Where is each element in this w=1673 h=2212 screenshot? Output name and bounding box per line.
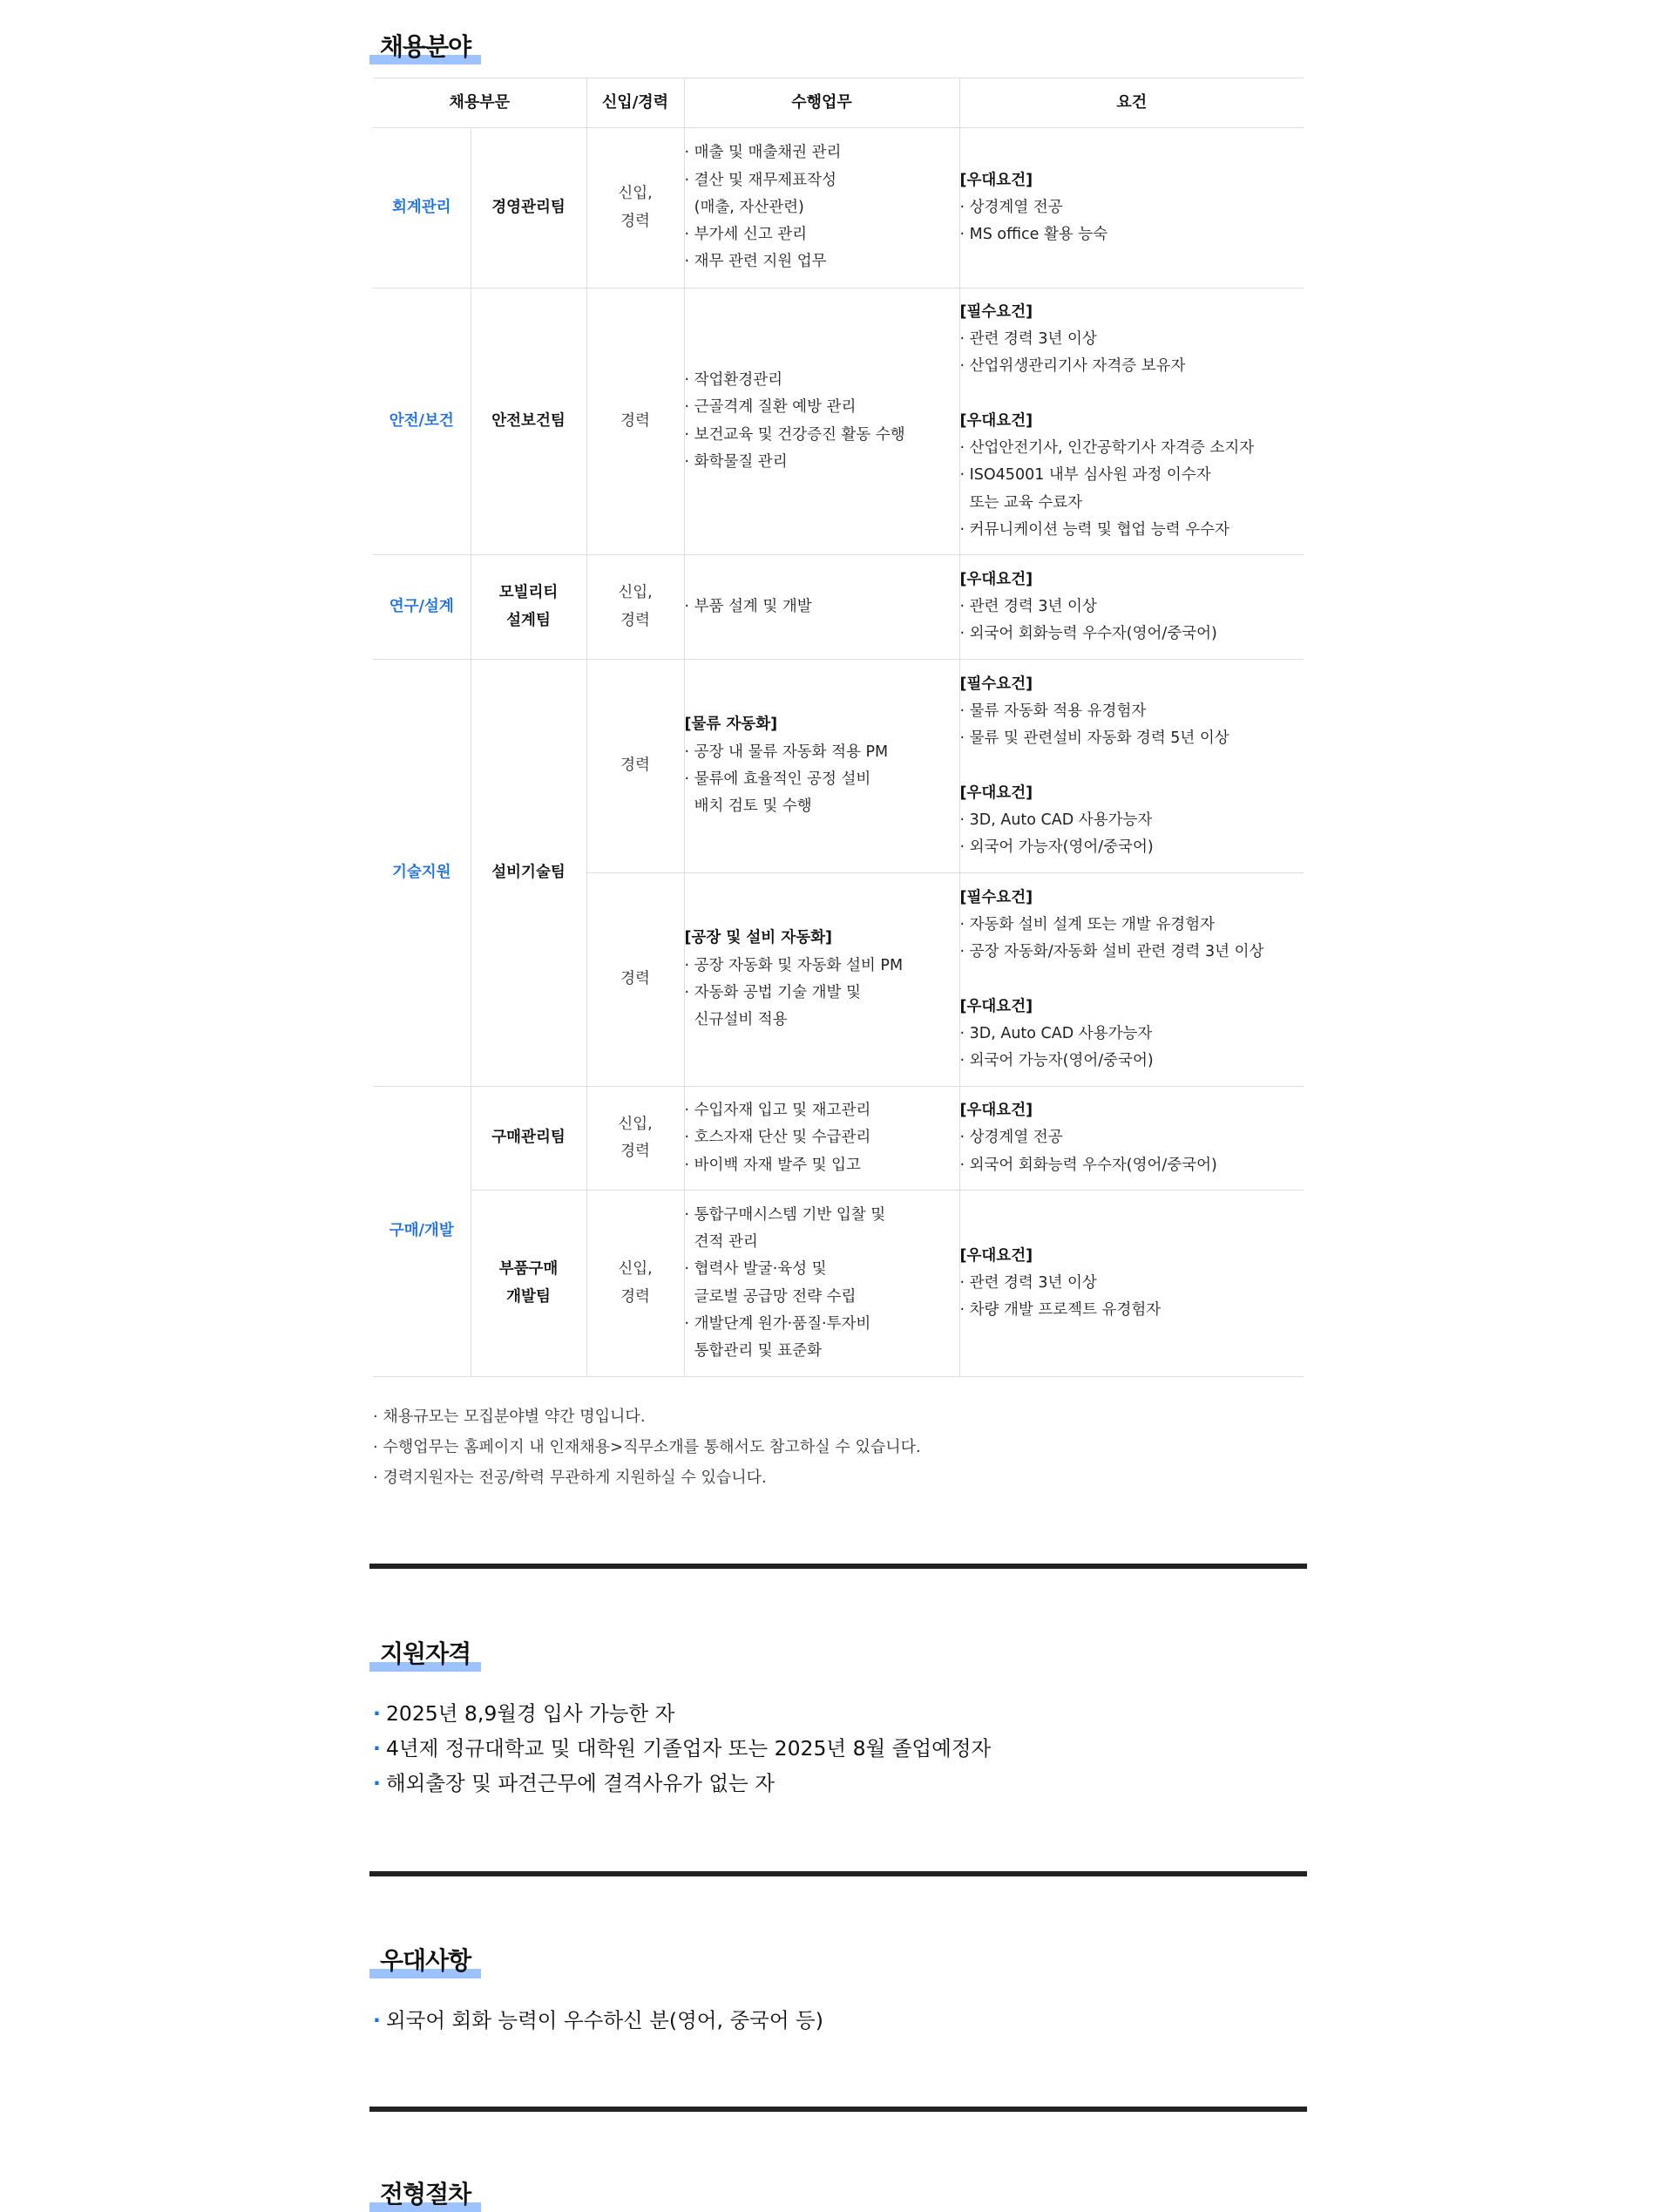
recruitment-table [373,78,1304,1377]
division-cell: 회계관리 [373,128,471,288]
task-cell: · 부품 설계 및 개발 [684,555,959,660]
list-item: · 2025년 8,9월경 입사 가능한 자 [373,1701,675,1726]
requirement-cell: [필수요건] · 자동화 설비 설계 또는 개발 유경험자 · 공장 자동화/자동화 설비 관련 경력 3년 이상 [우대요건] · 3D, Auto CAD 사용가능자 · 외국어 가능자(영어/중국어) [959,873,1304,1087]
note-item: · 경력지원자는 전공/학력 무관하게 지원하실 수 있습니다. [373,1469,767,1487]
team-cell: 구매관리팀 [471,1087,586,1191]
division-cell: 연구/설계 [373,555,471,660]
note-item: · 채용규모는 모집분야별 약간 명입니다. [373,1408,646,1426]
table-row [373,660,1304,873]
table-row [373,555,1304,660]
team-cell: 설비기술팀 [471,660,586,1087]
requirement-cell: [필수요건] · 물류 자동화 적용 유경험자 · 물류 및 관련설비 자동화 경력 5년 이상 [우대요건] · 3D, Auto CAD 사용가능자 · 외국어 가능자(영어/중국어) [959,660,1304,873]
division-cell: 안전/보건 [373,288,471,555]
type-cell: 경력 [586,873,684,1087]
team-cell: 경영관리팀 [471,128,586,288]
requirement-cell: [우대요건] · 관련 경력 3년 이상 · 외국어 회화능력 우수자(영어/중국어) [959,555,1304,660]
qualification-list [373,1696,991,1801]
header-type: 신입/경력 [586,78,684,128]
team-cell: 안전보건팀 [471,288,586,555]
header-tasks: 수행업무 [684,78,959,128]
table-header-row [373,78,1304,128]
type-cell: 경력 [586,288,684,555]
task-cell: · 수입자재 입고 및 재고관리 · 호스자재 단산 및 수급관리 · 바이백 자재 발주 및 입고 [684,1087,959,1191]
requirement-cell: [우대요건] · 상경계열 전공 · 외국어 회화능력 우수자(영어/중국어) [959,1087,1304,1191]
notes-list [373,1401,921,1493]
list-item: · 외국어 회화 능력이 우수하신 분(영어, 중국어 등) [373,2008,823,2032]
type-cell: 경력 [586,660,684,873]
preference-list [373,2003,823,2038]
note-item: · 수행업무는 홈페이지 내 인재채용>직무소개를 통해서도 참고하실 수 있습니다. [373,1438,921,1456]
type-cell: 신입, 경력 [586,555,684,660]
type-cell: 신입, 경력 [586,1087,684,1191]
section-divider [369,1564,1307,1569]
requirement-cell: [우대요건] · 상경계열 전공 · MS office 활용 능숙 [959,128,1304,288]
division-cell: 기술지원 [373,660,471,1087]
team-cell: 모빌리티 설계팀 [471,555,586,660]
section-divider [369,2107,1307,2112]
table-row [373,1087,1304,1191]
type-cell: 신입, 경력 [586,1191,684,1377]
type-cell: 신입, 경력 [586,128,684,288]
task-cell: [공장 및 설비 자동화] · 공장 자동화 및 자동화 설비 PM · 자동화 공법 기술 개발 및 신규설비 적용 [684,873,959,1087]
list-item: · 해외출장 및 파견근무에 결격사유가 없는 자 [373,1771,775,1795]
task-cell: · 매출 및 매출채권 관리 · 결산 및 재무제표작성 (매출, 자산관련) · 부가세 신고 관리 · 재무 관련 지원 업무 [684,128,959,288]
team-cell: 부품구매 개발팀 [471,1191,586,1377]
requirement-cell: [우대요건] · 관련 경력 3년 이상 · 차량 개발 프로젝트 유경험자 [959,1191,1304,1377]
qualification-section-title: 지원자격 [369,1637,481,1672]
task-cell: · 통합구매시스템 기반 입찰 및 견적 관리 · 협력사 발굴·육성 및 글로벌 공급망 전략 수립 · 개발단계 원가·품질·투자비 통합관리 및 표준화 [684,1191,959,1377]
fields-section-title: 채용분야 [369,30,481,64]
header-requirements: 요건 [959,78,1304,128]
division-cell: 구매/개발 [373,1087,471,1377]
section-divider [369,1871,1307,1876]
list-item: · 4년제 정규대학교 및 대학원 기졸업자 또는 2025년 8월 졸업예정자 [373,1736,992,1761]
preference-section-title: 우대사항 [369,1944,481,1978]
task-cell: · 작업환경관리 · 근골격계 질환 예방 관리 · 보건교육 및 건강증진 활동 수행 · 화학물질 관리 [684,288,959,555]
requirement-cell: [필수요건] · 관련 경력 3년 이상 · 산업위생관리기사 자격증 보유자 [우대요건] · 산업안전기사, 인간공학기사 자격증 소지자 · ISO45001 내부 심사원 과정 이수자 또는 교육 수료자 · 커뮤니케이션 능력 및 협업 능력 우수자 [959,288,1304,555]
table-row [373,1191,1304,1377]
process-section-title: 전형절차 [369,2177,481,2212]
table-row [373,128,1304,288]
header-division: 채용부문 [373,78,586,128]
table-row [373,288,1304,555]
task-cell: [물류 자동화] · 공장 내 물류 자동화 적용 PM · 물류에 효율적인 공정 설비 배치 검토 및 수행 [684,660,959,873]
